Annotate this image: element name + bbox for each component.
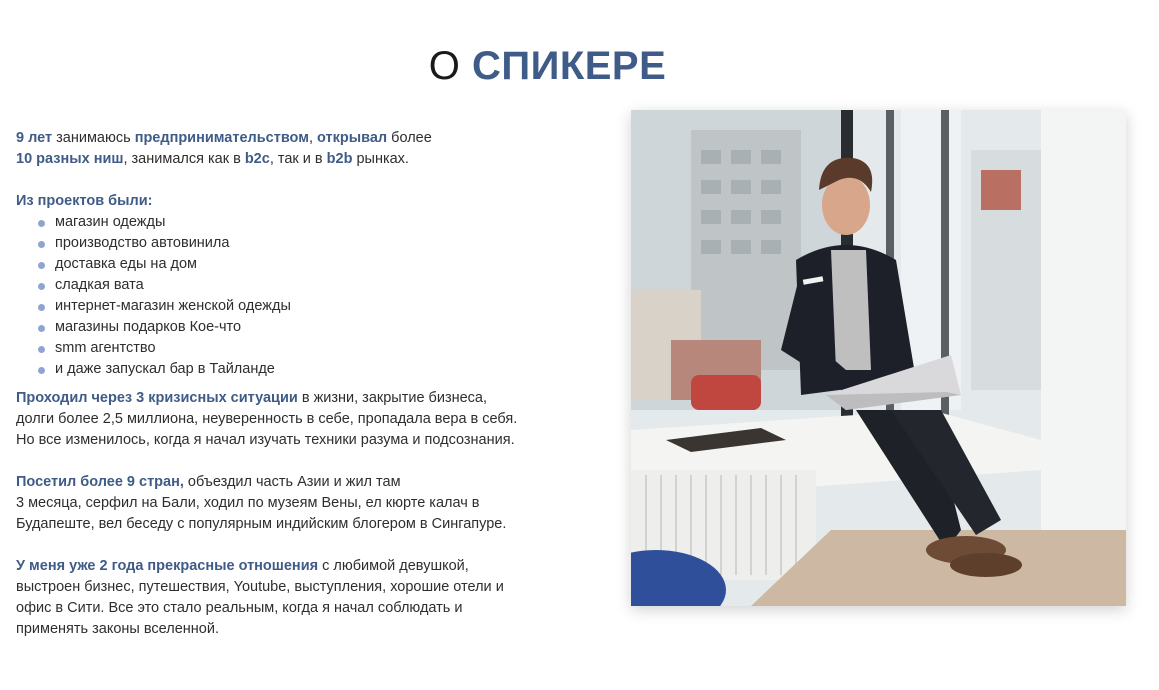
section-title-prefix: О (428, 44, 461, 88)
relationship-line-4: применять законы вселенной. (16, 621, 219, 637)
travel-line-2: 3 месяца, серфил на Бали, ходил по музеям Вены, ел кюрте калач в (16, 495, 480, 511)
intro-entrepreneurship: предпринимательством (134, 130, 309, 146)
intro-years: 9 лет (16, 130, 53, 146)
travel-bold: Посетил более 9 стран, (16, 474, 184, 490)
projects-heading: Из проектов были: (16, 193, 153, 209)
travel-line-1: объездил часть Азии и жил там (183, 474, 401, 490)
list-item: сладкая вата (38, 275, 576, 296)
speaker-bio (16, 128, 576, 640)
intro-text-4: , занимался как в (123, 151, 245, 167)
relationship-line-1: с любимой девушкой, (318, 558, 469, 574)
list-item: производство автовинила (38, 233, 576, 254)
travel-paragraph (16, 472, 576, 535)
intro-text-2: , (308, 130, 318, 146)
intro-b2b: b2b (326, 151, 353, 167)
list-item: интернет-магазин женской одежды (38, 296, 576, 317)
speaker-photo (631, 110, 1126, 606)
list-item: магазины подарков Кое-что (38, 317, 576, 338)
list-item: магазин одежды (38, 212, 576, 233)
relationship-paragraph (16, 556, 576, 640)
crisis-paragraph (16, 388, 576, 451)
relationship-bold: У меня уже 2 года прекрасные отношения (16, 558, 319, 574)
intro-text-3: более (387, 130, 432, 146)
crisis-line-3: Но все изменилось, когда я начал изучать техники разума и подсознания. (16, 432, 515, 448)
relationship-line-2: выстроен бизнес, путешествия, Youtube, выступления, хорошие отели и (16, 579, 504, 595)
list-item: доставка еды на дом (38, 254, 576, 275)
intro-b2c: b2c (244, 151, 270, 167)
section-title (0, 44, 1095, 89)
travel-line-3: Будапеште, вел беседу с популярным индийским блогером в Сингапуре. (16, 516, 507, 532)
intro-niches: 10 разных ниш (16, 151, 124, 167)
relationship-line-3: офис в Сити. Все это стало реальным, когда я начал соблюдать и (16, 600, 463, 616)
intro-paragraph (16, 128, 576, 170)
list-item: smm агентство (38, 338, 576, 359)
projects-list (16, 212, 576, 380)
intro-text-5: , так и в (269, 151, 327, 167)
crisis-bold: Проходил через 3 кризисных ситуации (16, 390, 298, 406)
list-item: и даже запускал бар в Тайланде (38, 359, 576, 380)
intro-text-6: рынках. (352, 151, 409, 167)
section-title-main: СПИКЕРЕ (471, 44, 667, 88)
intro-opened: открывал (317, 130, 388, 146)
crisis-line-1: в жизни, закрытие бизнеса, (297, 390, 488, 406)
crisis-line-2: долги более 2,5 миллиона, неуверенность в себе, пропадала вера в себя. (16, 411, 518, 427)
intro-text-1: занимаюсь (52, 130, 135, 146)
speaker-photo-illustration (631, 110, 1126, 606)
